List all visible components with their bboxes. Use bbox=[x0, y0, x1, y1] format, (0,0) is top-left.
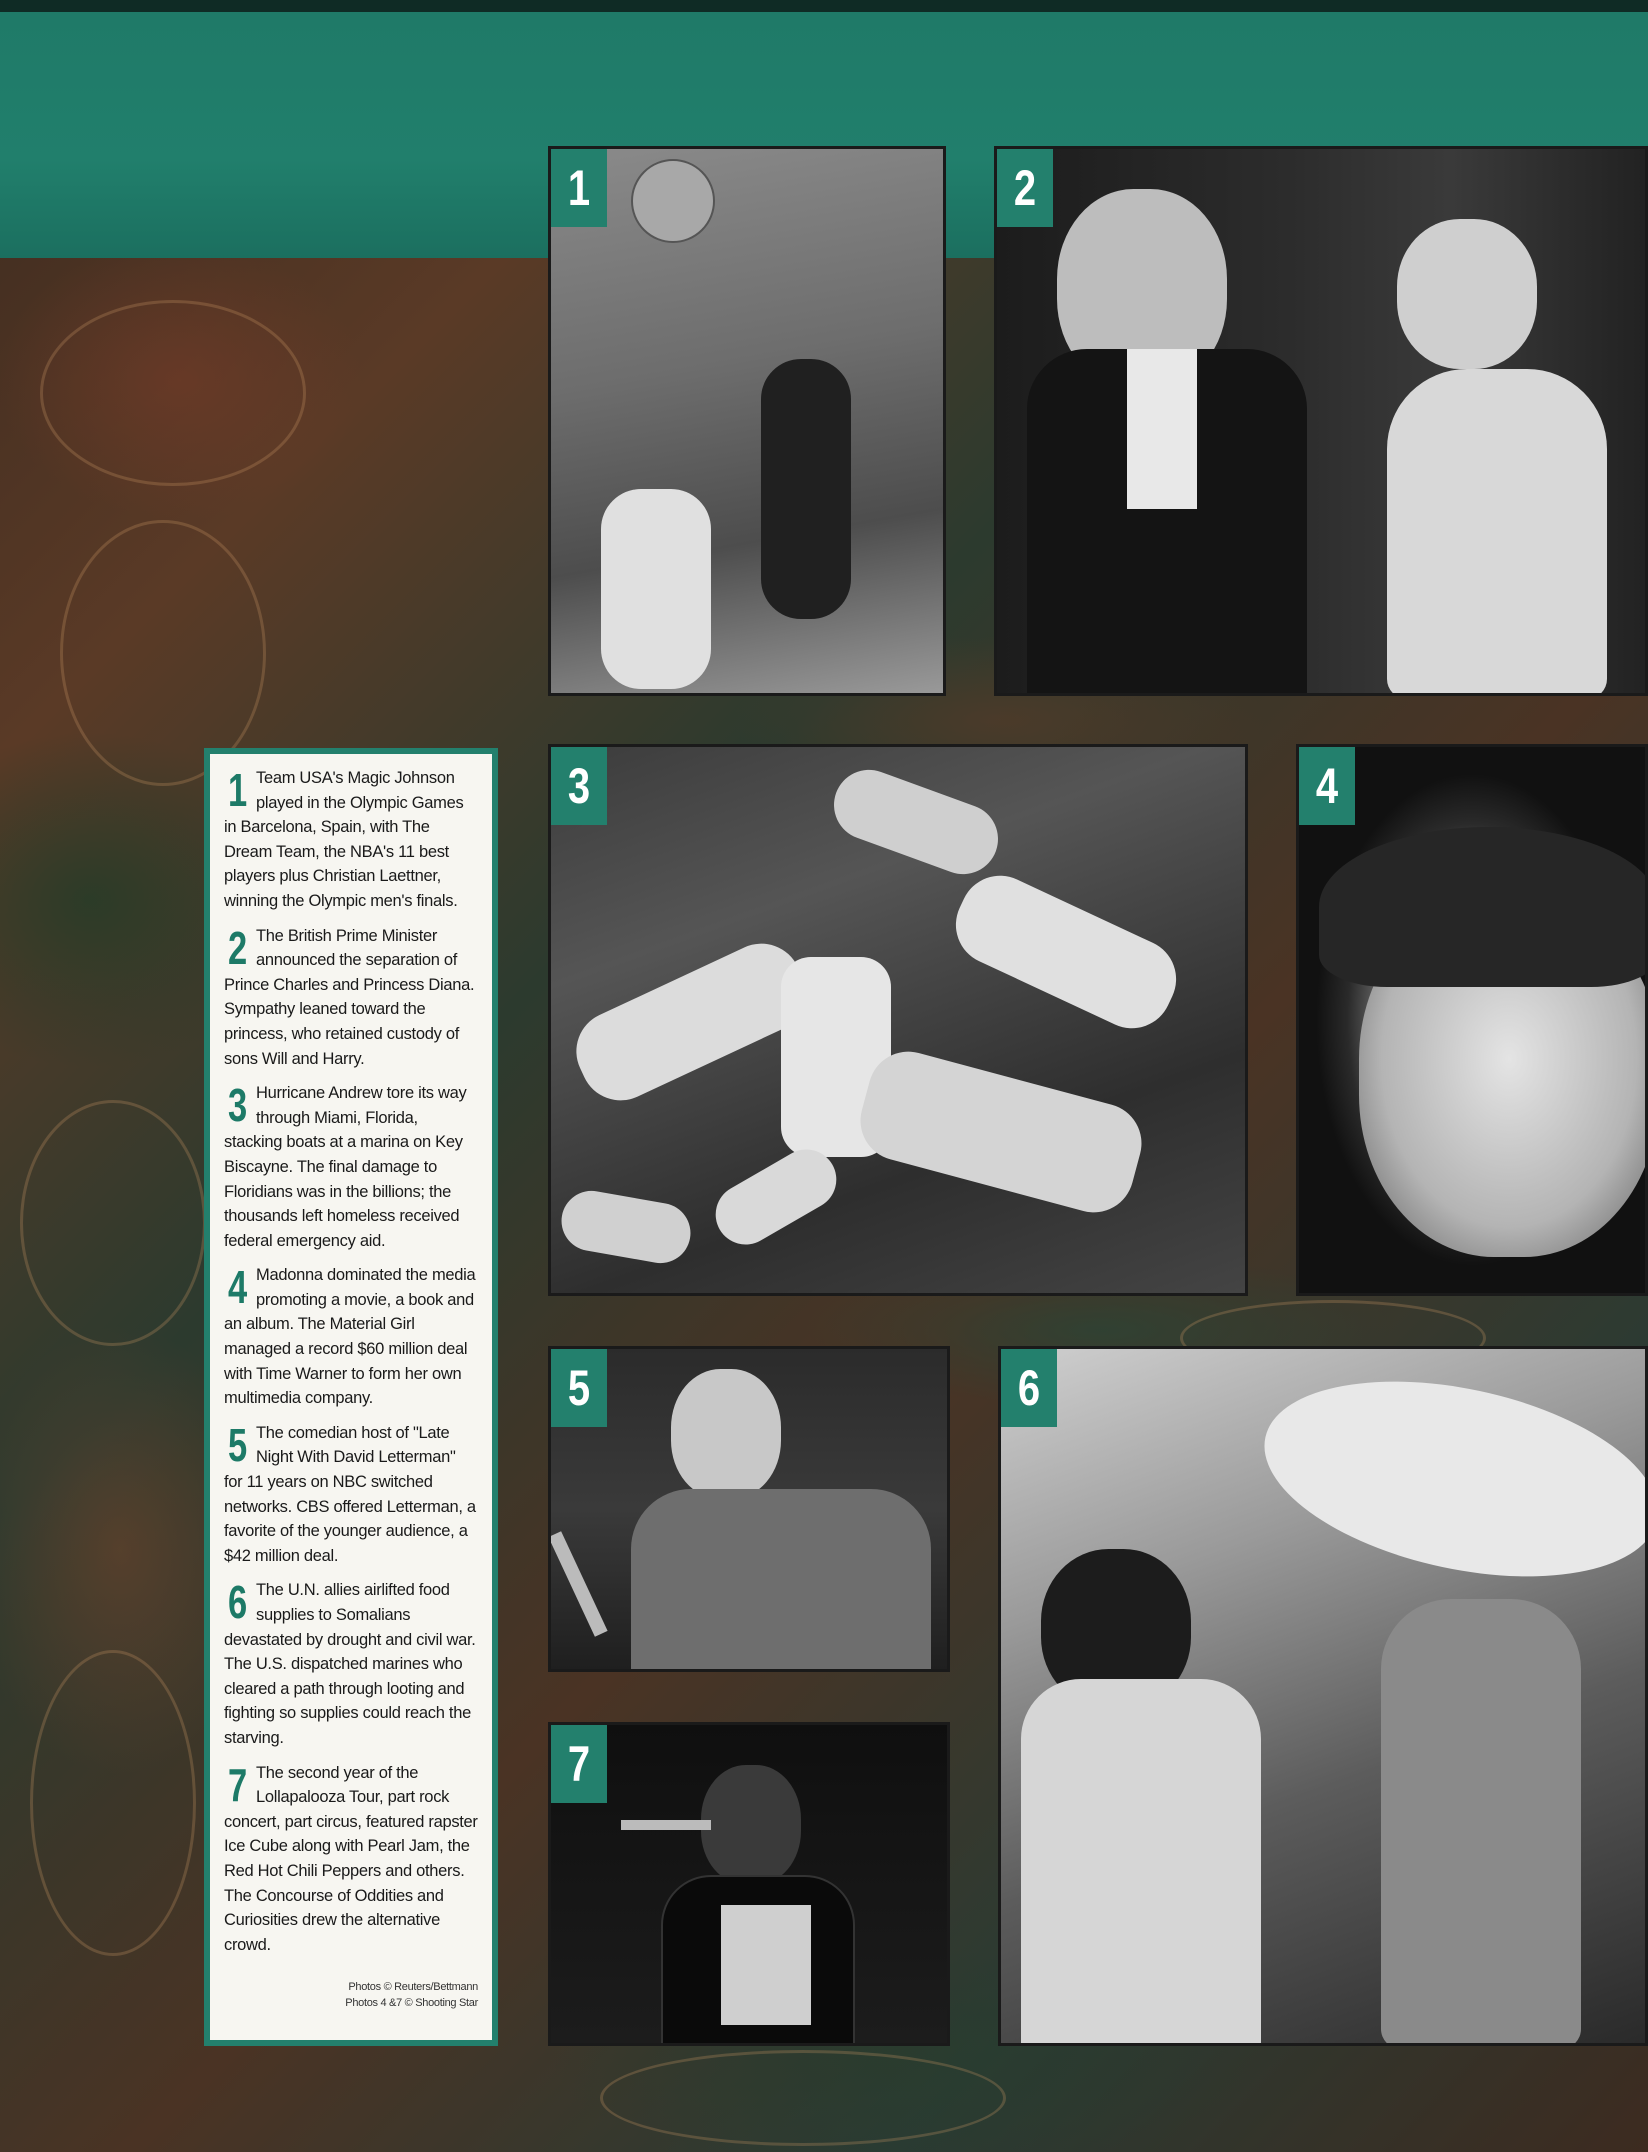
caption-item bbox=[224, 921, 478, 1072]
boat-shape bbox=[852, 1043, 1151, 1222]
caption-text: The British Prime Minister announced the separation of Prince Charles and Princess Diana. Sympathy leaned toward the princess, who retained custody of sons Will and Harry. bbox=[224, 926, 475, 1068]
photo-credits bbox=[224, 1979, 478, 2011]
person-shape bbox=[1021, 1679, 1261, 2046]
marble-vein bbox=[20, 1100, 206, 1346]
photo-number-badge: 6 bbox=[1001, 1349, 1057, 1427]
hair-shape bbox=[1319, 827, 1648, 987]
dress-shape bbox=[1387, 369, 1607, 696]
caption-number: 5 bbox=[228, 1418, 247, 1471]
marble-vein bbox=[40, 300, 306, 486]
microphone-shape bbox=[548, 1531, 607, 1637]
photo-number-badge: 2 bbox=[997, 149, 1053, 227]
figure-shape bbox=[1397, 219, 1537, 369]
photo-food-airlift bbox=[998, 1346, 1648, 2046]
caption-item bbox=[224, 1081, 478, 1253]
boat-shape bbox=[824, 760, 1008, 884]
photo-scene bbox=[551, 149, 943, 693]
marble-vein bbox=[600, 2050, 1006, 2146]
photo-scene bbox=[551, 1725, 947, 2043]
player-shape bbox=[601, 489, 711, 689]
photo-scene bbox=[1299, 747, 1645, 1293]
basketball-shape bbox=[631, 159, 715, 243]
sack-shape bbox=[1247, 1349, 1648, 1608]
caption-item bbox=[224, 1418, 478, 1569]
photo-singer-portrait bbox=[1296, 744, 1648, 1296]
photo-talk-show-host bbox=[548, 1346, 950, 1672]
photo-scene bbox=[1001, 1349, 1645, 2043]
photo-royal-couple bbox=[994, 146, 1648, 696]
photo-hurricane-boats bbox=[548, 744, 1248, 1296]
photo-number-badge: 4 bbox=[1299, 747, 1355, 825]
caption-box bbox=[204, 748, 498, 2046]
photo-scene bbox=[551, 747, 1245, 1293]
jacket-shape bbox=[631, 1489, 931, 1672]
marble-vein bbox=[30, 1650, 196, 1956]
photo-rapper-concert bbox=[548, 1722, 950, 2046]
caption-number: 2 bbox=[228, 921, 247, 974]
boat-shape bbox=[943, 863, 1189, 1042]
caption-number: 6 bbox=[228, 1576, 247, 1629]
photo-basketball bbox=[548, 146, 946, 696]
shirt-shape bbox=[1127, 349, 1197, 509]
caption-number: 4 bbox=[228, 1261, 247, 1314]
photo-number-badge: 7 bbox=[551, 1725, 607, 1803]
photo-number-badge: 5 bbox=[551, 1349, 607, 1427]
caption-number: 3 bbox=[228, 1079, 247, 1132]
marble-vein bbox=[60, 520, 266, 786]
person-shape bbox=[1381, 1599, 1581, 2046]
photo-scene bbox=[551, 1349, 947, 1669]
shirt-print-shape bbox=[721, 1905, 811, 2025]
caption-item bbox=[224, 1263, 478, 1411]
face-shape bbox=[701, 1765, 801, 1885]
caption-text: Madonna dominated the media promoting a movie, a book and an album. The Material Girl managed a record $60 million deal with Time Warner to form her own multimedia company. bbox=[224, 1266, 476, 1408]
boat-shape bbox=[557, 1186, 695, 1268]
caption-item bbox=[224, 1758, 478, 1958]
caption-number: 7 bbox=[228, 1758, 247, 1811]
caption-text: The second year of the Lollapalooza Tour, part rock concert, part circus, featured rapster Ice Cube along with Pearl Jam, the Red Hot Chili Peppers and others. The Concourse of Oddities and Curiosities drew the alternative crowd. bbox=[224, 1763, 478, 1954]
boat-shape bbox=[705, 1139, 848, 1256]
player-shape bbox=[761, 359, 851, 619]
photo-number-badge: 1 bbox=[551, 149, 607, 227]
caption-text: The U.N. allies airlifted food supplies to Somalians devastated by drought and civil war. The U.S. dispatched marines who cleared a path through looting and fighting so supplies could reach the starving. bbox=[224, 1581, 476, 1747]
face-shape bbox=[671, 1369, 781, 1499]
credit-line: Photos 4 &7 © Shooting Star bbox=[345, 1997, 478, 2010]
caption-text: Hurricane Andrew tore its way through Miami, Florida, stacking boats at a marina on Key Biscayne. The final damage to Floridians was in the billions; the thousands left homeless received federal emergency aid. bbox=[224, 1084, 467, 1250]
credit-line: Photos © Reuters/Bettmann bbox=[348, 1981, 478, 1994]
caption-item bbox=[224, 1578, 478, 1750]
microphone-shape bbox=[621, 1820, 711, 1830]
caption-text: Team USA's Magic Johnson played in the Olympic Games in Barcelona, Spain, with The Dream Team, the NBA's 11 best players plus Christian Laettner, winning the Olympic men's finals. bbox=[224, 769, 464, 910]
caption-number: 1 bbox=[228, 764, 247, 816]
caption-item bbox=[224, 766, 478, 914]
caption-text: The comedian host of "Late Night With David Letterman" for 11 years on NBC switched networks. CBS offered Letterman, a favorite of the younger audience, a $42 million deal. bbox=[224, 1423, 476, 1565]
photo-scene bbox=[997, 149, 1645, 693]
photo-number-badge: 3 bbox=[551, 747, 607, 825]
